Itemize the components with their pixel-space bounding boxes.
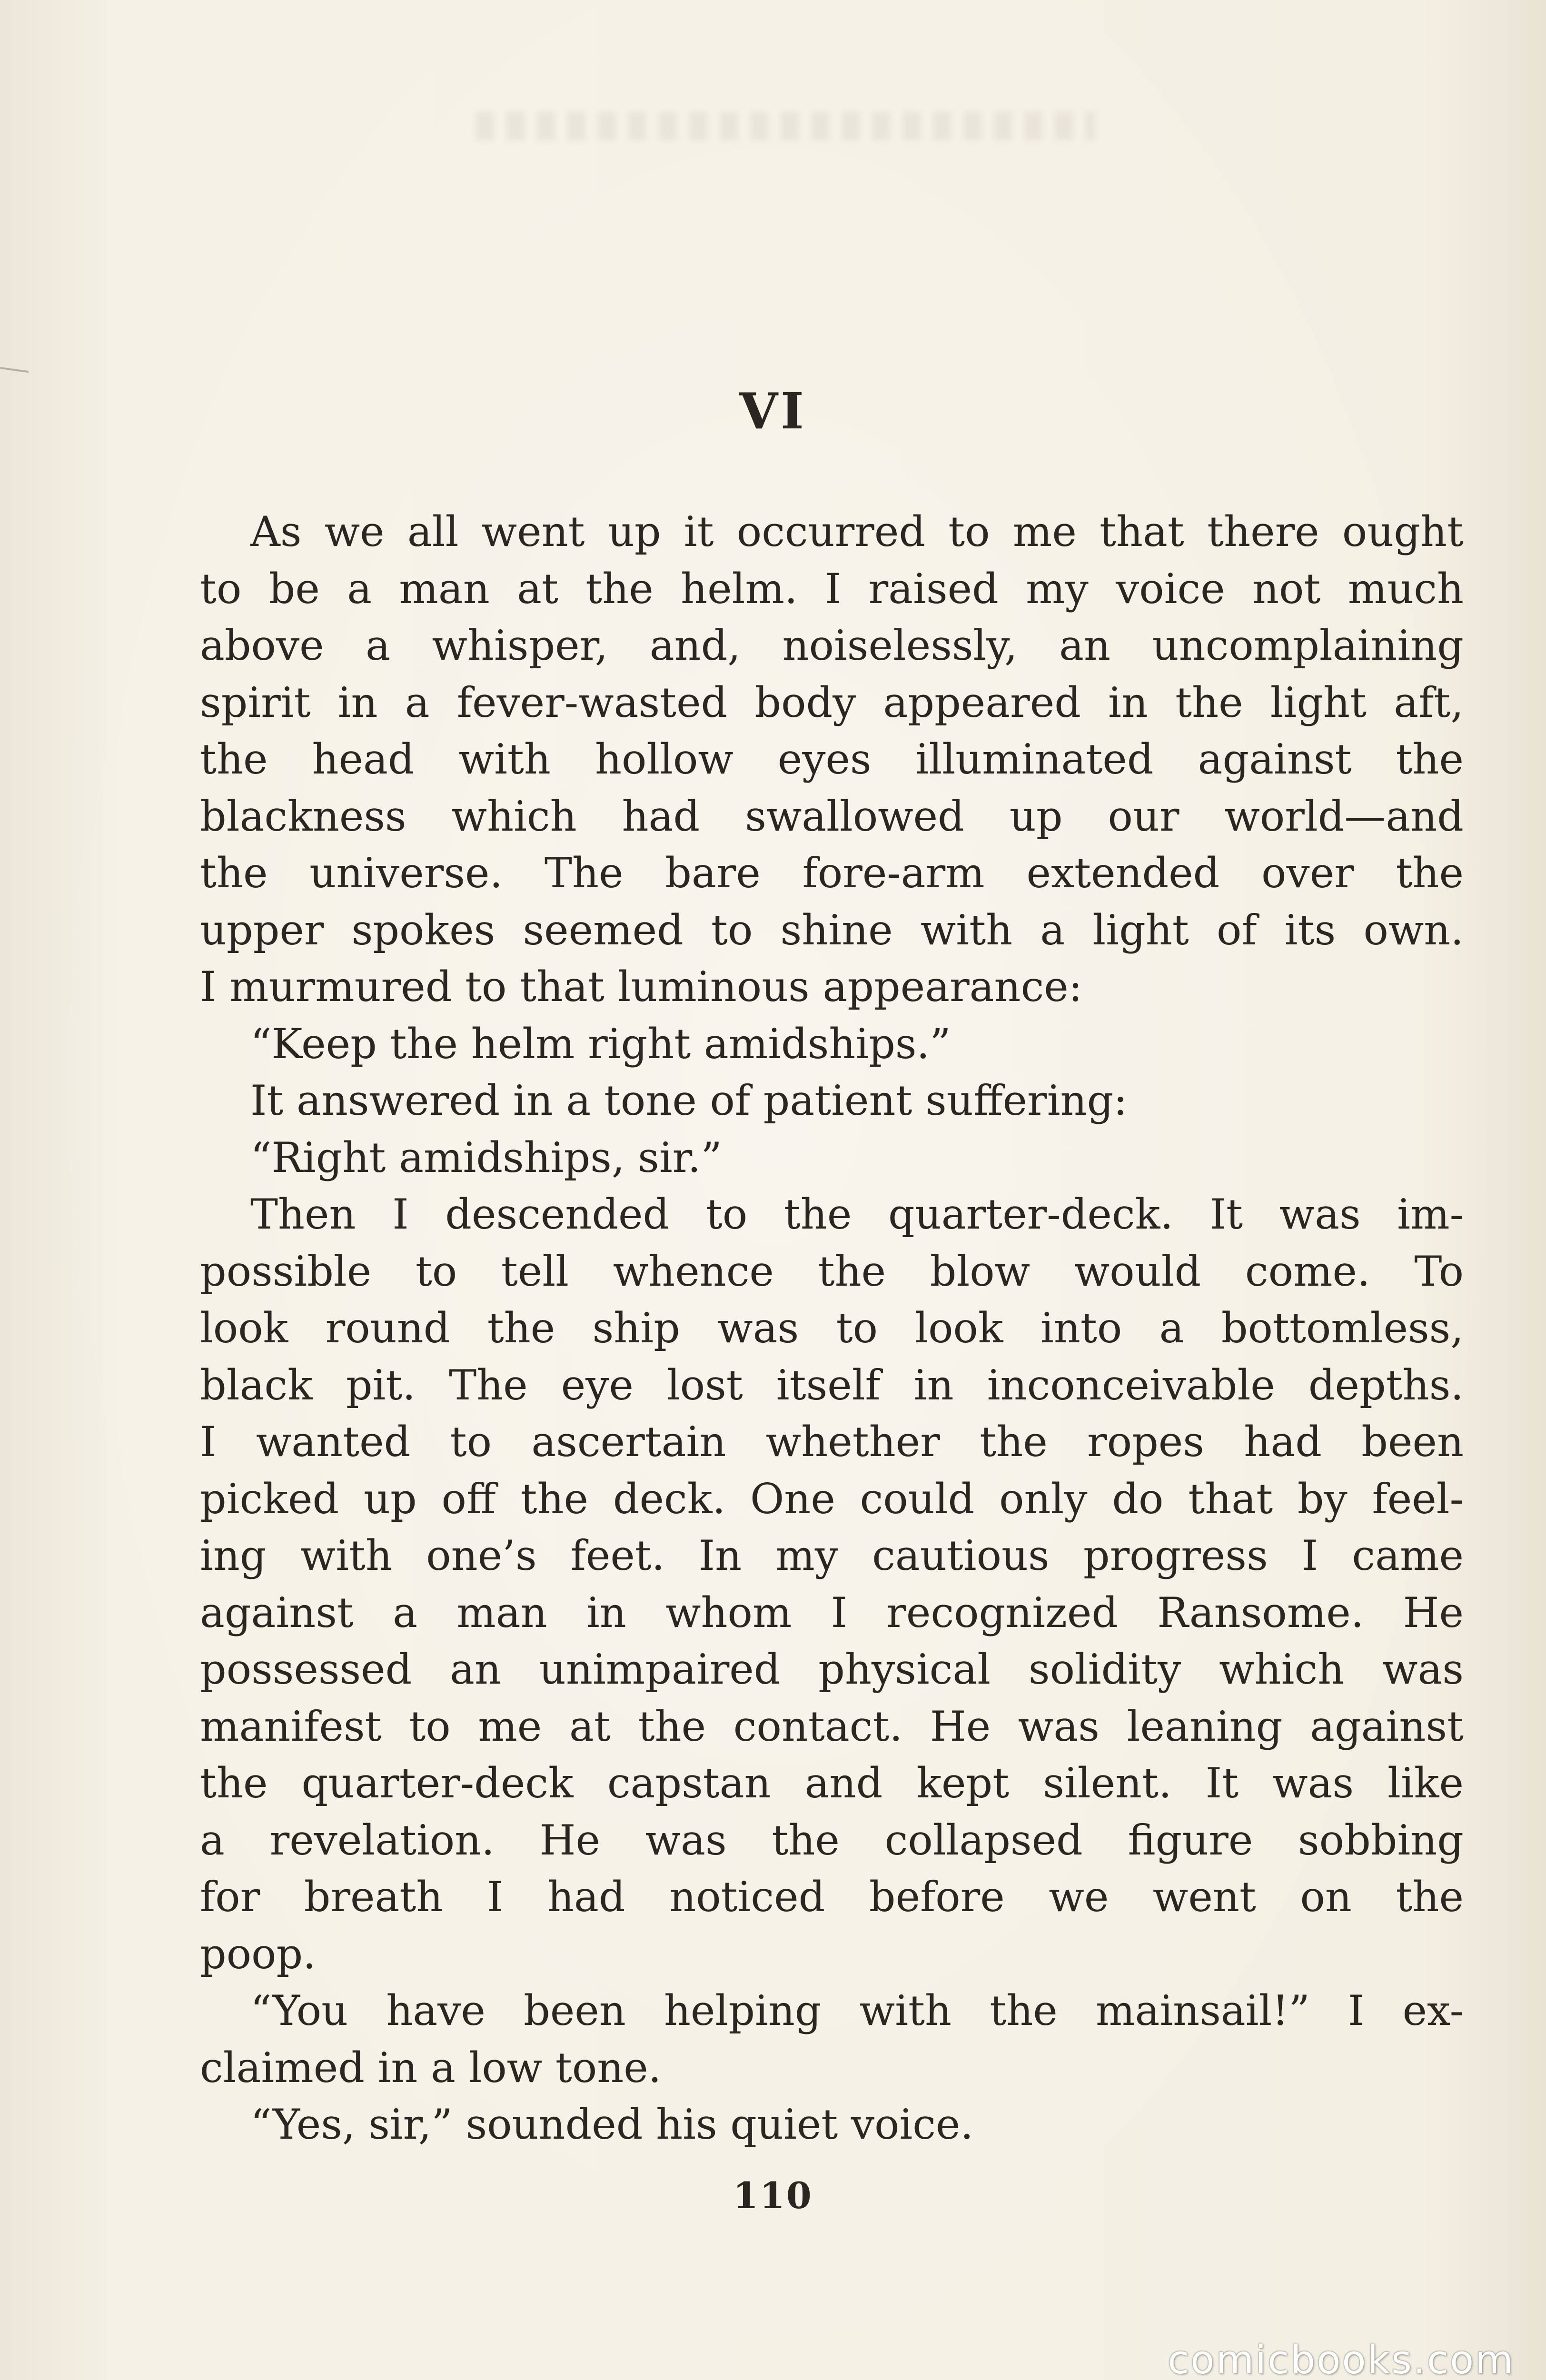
text-line: spirit in a fever-wasted body appeared in the light aft, — [200, 678, 1464, 727]
text-line: the universe. The bare fore-arm extended over the — [200, 849, 1464, 897]
text-line: ing with one’s feet. In my cautious progress I came — [200, 1531, 1464, 1580]
text-line: a revelation. He was the collapsed figure sobbing — [200, 1815, 1464, 1864]
text-line: the head with hollow eyes illuminated against the — [200, 735, 1464, 783]
text-line: poop. — [200, 1929, 316, 1978]
page-number: 110 — [733, 2174, 813, 2217]
text-line: manifest to me at the contact. He was leaning against — [200, 1702, 1464, 1751]
text-line: “You have been helping with the mainsail!” I ex- — [250, 1986, 1464, 2035]
watermark: comicbooks.com — [1168, 2338, 1515, 2380]
text-line: the quarter-deck capstan and kept silent. It was like — [200, 1759, 1464, 1807]
text-line: upper spokes seemed to shine with a light of its own. — [200, 905, 1464, 954]
page-edge-mark — [0, 367, 29, 373]
text-line: It answered in a tone of patient suffering: — [250, 1076, 1128, 1125]
text-line: As we all went up it occurred to me that there ought — [250, 507, 1464, 556]
text-line: against a man in whom I recognized Ransome. He — [200, 1588, 1464, 1637]
text-line: I murmured to that luminous appearance: — [200, 962, 1083, 1011]
text-line: blackness which had swallowed up our world—and — [200, 792, 1464, 841]
text-line: above a whisper, and, noiselessly, an uncomplaining — [200, 621, 1464, 670]
bleed-through-text — [476, 112, 1095, 140]
text-line: “Right amidships, sir.” — [250, 1133, 722, 1182]
text-line: for breath I had noticed before we went on the — [200, 1873, 1464, 1921]
text-line: picked up off the deck. One could only do that by feel- — [200, 1474, 1464, 1523]
text-line: possible to tell whence the blow would come. To — [200, 1247, 1464, 1296]
text-line: possessed an unimpaired physical solidity which was — [200, 1645, 1464, 1694]
text-line: I wanted to ascertain whether the ropes had been — [200, 1418, 1464, 1466]
body-text — [200, 504, 1464, 2153]
chapter-heading: VI — [739, 382, 807, 440]
text-line: to be a man at the helm. I raised my voice not much — [200, 564, 1464, 613]
text-line: Then I descended to the quarter-deck. It was im- — [250, 1190, 1464, 1239]
text-line: “Keep the helm right amidships.” — [250, 1019, 951, 1068]
text-line: claimed in a low tone. — [200, 2043, 662, 2092]
text-line: black pit. The eye lost itself in inconceivable depths. — [200, 1360, 1464, 1409]
text-line: look round the ship was to look into a bottomless, — [200, 1304, 1464, 1352]
text-line: “Yes, sir,” sounded his quiet voice. — [250, 2100, 974, 2149]
